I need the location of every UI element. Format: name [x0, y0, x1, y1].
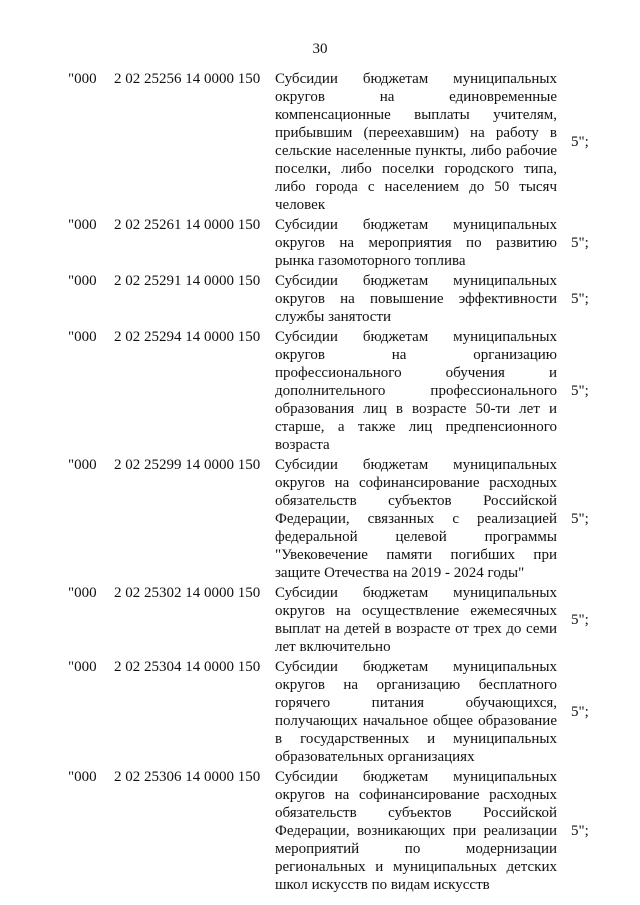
- code-prefix: "000: [68, 329, 97, 345]
- table-row: [0, 768, 640, 894]
- budget-code: 2 02 25256 14 0000 150: [114, 71, 261, 87]
- budget-code: 2 02 25302 14 0000 150: [114, 585, 261, 601]
- budget-code: 2 02 25261 14 0000 150: [114, 217, 261, 233]
- table-row: [0, 584, 640, 656]
- page-number: 30: [312, 41, 328, 57]
- row-suffix: 5";: [571, 511, 589, 527]
- row-suffix: 5";: [571, 291, 589, 307]
- code-prefix: "000: [68, 273, 97, 289]
- table-row: [0, 70, 640, 214]
- row-description: Субсидии бюджетам муниципальных округов на организацию бесплатного горячего питания обучающихся, получающих начальное общее образование в государственных и муниципальных образовательных организациях: [275, 659, 557, 765]
- code-prefix: "000: [68, 585, 97, 601]
- row-description: Субсидии бюджетам муниципальных округов на единовременные компенсационные выплаты учителям, прибывшим (переехавшим) на работу в сельские населенные пункты, либо рабочие поселки, либо поселки городского типа, либо города с населением до 50 тысяч человек: [275, 71, 557, 213]
- row-description: Субсидии бюджетам муниципальных округов на повышение эффективности службы занятости: [275, 273, 557, 325]
- budget-code: 2 02 25306 14 0000 150: [114, 769, 261, 785]
- row-description: Субсидии бюджетам муниципальных округов на софинансирование расходных обязательств субъектов Российской Федерации, связанных с реализацией федеральной целевой программы "Увековечение памяти погибших при защите Отечества на 2019 - 2024 годы": [275, 457, 557, 581]
- row-suffix: 5";: [571, 134, 589, 150]
- table-row: [0, 272, 640, 326]
- table-row: [0, 328, 640, 454]
- budget-code: 2 02 25294 14 0000 150: [114, 329, 261, 345]
- table-row: [0, 456, 640, 582]
- budget-code: 2 02 25304 14 0000 150: [114, 659, 261, 675]
- row-suffix: 5";: [571, 383, 589, 399]
- row-description: Субсидии бюджетам муниципальных округов на организацию профессионального обучения и дополнительного профессионального образования лиц в возрасте 50-ти лет и старше, а также лиц предпенсионного возраста: [275, 329, 557, 453]
- row-suffix: 5";: [571, 823, 589, 839]
- row-description: Субсидии бюджетам муниципальных округов на осуществление ежемесячных выплат на детей в возрасте от трех до семи лет включительно: [275, 585, 557, 655]
- budget-code: 2 02 25299 14 0000 150: [114, 457, 261, 473]
- row-suffix: 5";: [571, 235, 589, 251]
- table-row: [0, 216, 640, 270]
- code-prefix: "000: [68, 217, 97, 233]
- row-suffix: 5";: [571, 612, 589, 628]
- row-description: Субсидии бюджетам муниципальных округов на мероприятия по развитию рынка газомоторного топлива: [275, 217, 557, 269]
- budget-code: 2 02 25291 14 0000 150: [114, 273, 261, 289]
- row-description: Субсидии бюджетам муниципальных округов на софинансирование расходных обязательств субъектов Российской Федерации, возникающих при реализации мероприятий по модернизации региональных и муниципальных детских школ искусств по видам искусств: [275, 769, 557, 893]
- table-row: [0, 658, 640, 766]
- row-suffix: 5";: [571, 704, 589, 720]
- code-prefix: "000: [68, 457, 97, 473]
- code-prefix: "000: [68, 71, 97, 87]
- code-prefix: "000: [68, 659, 97, 675]
- code-prefix: "000: [68, 769, 97, 785]
- subsidy-table: [0, 70, 640, 896]
